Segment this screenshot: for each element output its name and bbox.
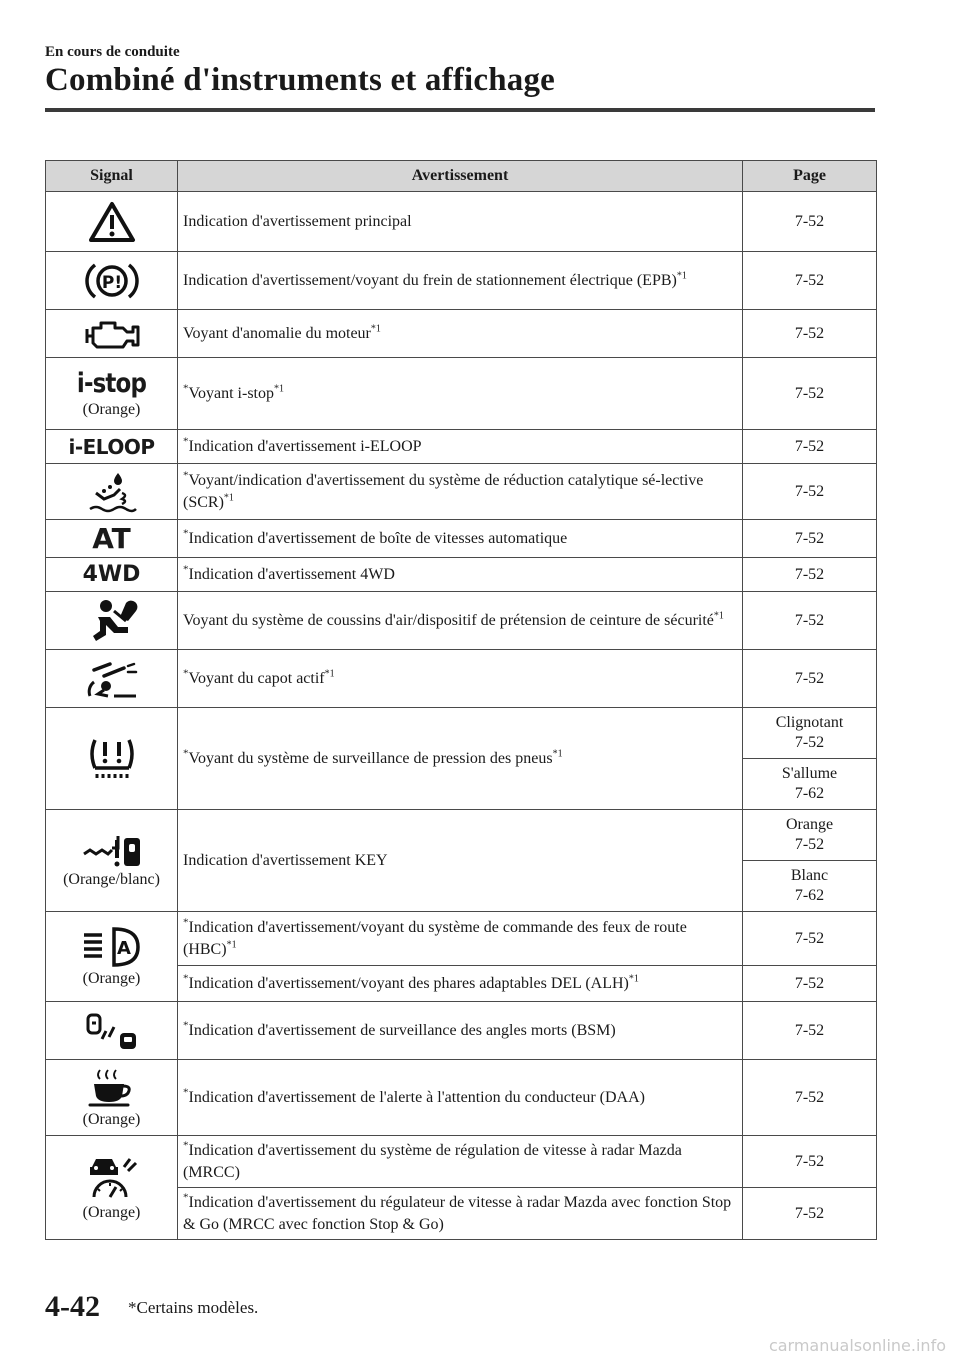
bsm-icon	[82, 1009, 142, 1053]
optional-marker: *	[183, 1086, 189, 1099]
airbag-icon	[84, 597, 140, 645]
page-ref: 7-52	[743, 650, 877, 708]
header-page: Page	[743, 161, 877, 192]
optional-marker: *	[183, 469, 189, 482]
page-number: 4-42	[45, 1290, 100, 1323]
table-row	[46, 192, 877, 252]
footnote-ref: *1	[226, 939, 237, 951]
optional-marker: *	[183, 1139, 189, 1152]
warning-text: Voyant du système de surveillance de pression des pneus	[188, 749, 553, 767]
optional-marker: *	[183, 1191, 189, 1204]
watermark: carmanualsonline.info	[768, 1336, 946, 1355]
warning-text: Indication d'avertissement/voyant du frein de stationnement électrique (EPB)	[183, 271, 677, 289]
table-row	[46, 1060, 877, 1136]
table-row	[46, 912, 877, 966]
table-row	[46, 358, 877, 430]
daa-icon	[82, 1066, 142, 1110]
table-row	[46, 650, 877, 708]
page-ref: 7-52	[743, 1060, 877, 1136]
page-condition: Blanc	[790, 867, 829, 884]
page-ref: 7-52	[743, 358, 877, 430]
page-ref: 7-52	[743, 1188, 877, 1240]
warning-triangle-icon	[87, 200, 137, 244]
warning-text: Voyant du système de coussins d'air/dispositif de prétension de ceinture de sécurité	[183, 611, 714, 629]
warning-text: Indication d'avertissement de surveillance des angles morts (BSM)	[188, 1021, 616, 1039]
table-row	[46, 558, 877, 592]
footnote-ref: *1	[370, 323, 381, 335]
warning-text: Indication d'avertissement 4WD	[188, 565, 395, 583]
active-bonnet-icon	[84, 656, 140, 702]
page-ref: 7-52	[743, 310, 877, 358]
footnote-ref: *1	[552, 748, 563, 760]
optional-marker: *	[183, 382, 189, 395]
table-row	[46, 1002, 877, 1060]
optional-marker: *	[183, 1019, 189, 1032]
svg-text:P!: P!	[101, 272, 122, 293]
footnote-ref: *1	[324, 668, 335, 680]
key-icon	[80, 832, 144, 870]
page-ref: 7-52	[743, 1002, 877, 1060]
optional-marker: *	[183, 563, 189, 576]
table-header-row	[46, 161, 877, 192]
page-ref: 7-52	[743, 592, 877, 650]
page-ref: 7-62	[794, 785, 825, 802]
warning-text: Indication d'avertissement du régulateur de vitesse à radar Mazda avec fonction Stop & Go (MRCC avec fonction Stop & Go)	[183, 1193, 732, 1233]
warning-text: Voyant i-stop	[188, 384, 274, 402]
electric-parking-brake-icon	[85, 258, 139, 304]
warning-text: Voyant du capot actif	[188, 669, 325, 687]
mrcc-icon	[82, 1153, 142, 1203]
color-note: (Orange/blanc)	[63, 870, 160, 888]
table-row	[46, 1136, 877, 1188]
hbc-icon	[80, 925, 144, 969]
table-row	[46, 810, 877, 861]
color-note: (Orange)	[82, 969, 141, 987]
section-label: En cours de conduite	[45, 44, 180, 60]
page-ref: 7-52	[743, 430, 877, 464]
warning-text: Indication d'avertissement principal	[183, 212, 412, 230]
at-icon: AT	[92, 521, 131, 555]
page-ref: 7-52	[743, 252, 877, 310]
warning-text: Indication d'avertissement/voyant des phares adaptables DEL (ALH)	[188, 974, 629, 992]
page-ref: 7-52	[743, 1136, 877, 1188]
page-ref: 7-52	[743, 464, 877, 520]
color-note: (Orange)	[82, 1110, 141, 1128]
footnote-ref: *1	[676, 270, 687, 282]
table-row	[46, 592, 877, 650]
optional-marker: *	[183, 916, 189, 929]
page-ref: 7-52	[743, 966, 877, 1002]
color-note: (Orange)	[82, 400, 141, 418]
title-rule	[45, 108, 875, 112]
scr-icon	[82, 469, 142, 515]
table-row	[46, 310, 877, 358]
table-row	[46, 430, 877, 464]
page-ref: 7-52	[794, 734, 825, 751]
warning-text: Voyant/indication d'avertissement du système de réduction catalytique sé-lective (SCR)	[183, 471, 704, 511]
footnote-ref: *1	[223, 492, 234, 504]
page-ref: 7-52	[743, 912, 877, 966]
page-ref: 7-62	[794, 887, 825, 904]
table-row	[46, 520, 877, 558]
warning-text: Indication d'avertissement/voyant du système de commande des feux de route (HBC)	[183, 918, 687, 958]
warning-table	[45, 160, 877, 1240]
page-condition: Orange	[785, 816, 834, 833]
page-ref: 7-52	[743, 192, 877, 252]
svg-text:A: A	[116, 937, 131, 959]
table-row	[46, 252, 877, 310]
warning-text: Indication d'avertissement i-ELOOP	[188, 437, 422, 455]
header-signal: Signal	[46, 161, 178, 192]
page-ref: 7-52	[743, 558, 877, 592]
tpms-icon	[85, 734, 139, 784]
warning-text: Voyant d'anomalie du moteur	[183, 324, 371, 342]
warning-text: Indication d'avertissement KEY	[183, 851, 388, 869]
table-row	[46, 708, 877, 759]
footnote-ref: *1	[713, 610, 724, 622]
footnote-ref: *1	[628, 973, 639, 985]
page-condition: Clignotant	[775, 714, 844, 731]
engine-icon	[81, 317, 143, 351]
optional-marker: *	[183, 527, 189, 540]
optional-marker: *	[183, 972, 189, 985]
footnote-ref: *1	[273, 383, 284, 395]
color-note: (Orange)	[82, 1203, 141, 1221]
page-ref: 7-52	[794, 836, 825, 853]
footnote: *Certains modèles.	[128, 1298, 259, 1317]
i-stop-icon: i-stop	[76, 367, 147, 399]
optional-marker: *	[183, 747, 189, 760]
table-row	[46, 464, 877, 520]
4wd-icon: 4WD	[82, 561, 141, 587]
warning-text: Indication d'avertissement du système de régulation de vitesse à radar Mazda (MRCC)	[183, 1141, 682, 1181]
page-ref: 7-52	[743, 520, 877, 558]
warning-text: Indication d'avertissement de boîte de vitesses automatique	[188, 529, 568, 547]
page-condition: S'allume	[781, 765, 838, 782]
optional-marker: *	[183, 435, 189, 448]
optional-marker: *	[183, 667, 189, 680]
header-warning: Avertissement	[178, 161, 743, 192]
warning-text: Indication d'avertissement de l'alerte à l'attention du conducteur (DAA)	[188, 1088, 645, 1106]
i-eloop-icon: i-ELOOP	[68, 434, 155, 459]
page-title: Combiné d'instruments et affichage	[45, 62, 556, 98]
